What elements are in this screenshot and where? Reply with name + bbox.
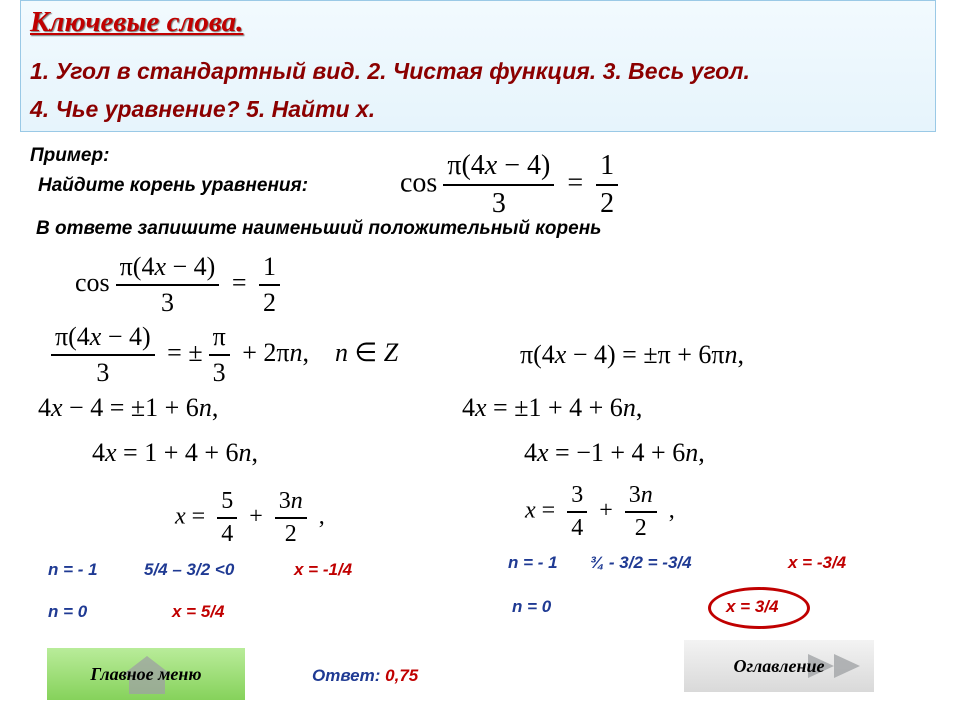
left-step-2: 4x = 1 + 4 + 6n, [92, 438, 259, 467]
right-x-negative: x = -3/4 [788, 553, 847, 572]
contents-label: Оглавление [733, 655, 825, 676]
general-solution: $\frac{\pi(4x - 4)}{3}$ = ± $\frac{\pi}{3}$ + 2πn, n ∈ Z [45, 322, 398, 388]
answer-label: Ответ: [312, 666, 381, 685]
contents-button[interactable] [684, 640, 874, 692]
keywords-title: Ключевые слова. [30, 6, 244, 38]
left-x-positive: x = 5/4 [172, 602, 225, 621]
equation-repeat: cos $\frac{\pi(4x - 4)}{3}$ = $\frac{1}{2}$ [75, 252, 286, 318]
left-expression: 5/4 – 3/2 <0 [144, 560, 235, 579]
left-step-1: 4x − 4 = ±1 + 6n, [38, 393, 219, 422]
answer-line [312, 666, 418, 686]
right-x-positive: x = 3/4 [726, 597, 779, 616]
right-x-formula: x = $\frac{3}{4}$ + $\frac{3n}{2}$ , [525, 482, 675, 541]
right-step-pi: π(4x − 4) = ±π + 6πn, [520, 340, 745, 369]
left-n-zero: n = 0 [48, 602, 88, 621]
right-step-1: 4x = ±1 + 4 + 6n, [462, 393, 643, 422]
answer-value: 0,75 [385, 666, 419, 685]
right-n-zero: n = 0 [512, 597, 552, 616]
left-x-negative: x = -1/4 [294, 560, 353, 579]
left-n-minus-1: n = - 1 [48, 560, 98, 579]
keywords-line-1: 1. Угол в стандартный вид. 2. Чистая функция. 3. Весь угол. [30, 58, 750, 84]
example-label: Пример: [30, 145, 110, 166]
task-text: Найдите корень уравнения: [38, 175, 309, 196]
right-step-2: 4x = −1 + 4 + 6n, [524, 438, 705, 467]
right-n-minus-1: n = - 1 [508, 553, 558, 572]
main-menu-label: Главное меню [90, 663, 202, 684]
keywords-line-2: 4. Чье уравнение? 5. Найти х. [30, 96, 376, 122]
main-equation: cos $\frac{\pi(4x - 4)}{3}$ = $\frac{1}{2}$ [400, 150, 624, 220]
left-x-formula: x = $\frac{5}{4}$ + $\frac{3n}{2}$ , [175, 488, 325, 547]
main-menu-button[interactable] [47, 648, 245, 700]
instruction-text: В ответе запишите наименьший положительный корень [36, 218, 602, 239]
right-expression: ¾ - 3/2 = -3/4 [590, 553, 692, 572]
